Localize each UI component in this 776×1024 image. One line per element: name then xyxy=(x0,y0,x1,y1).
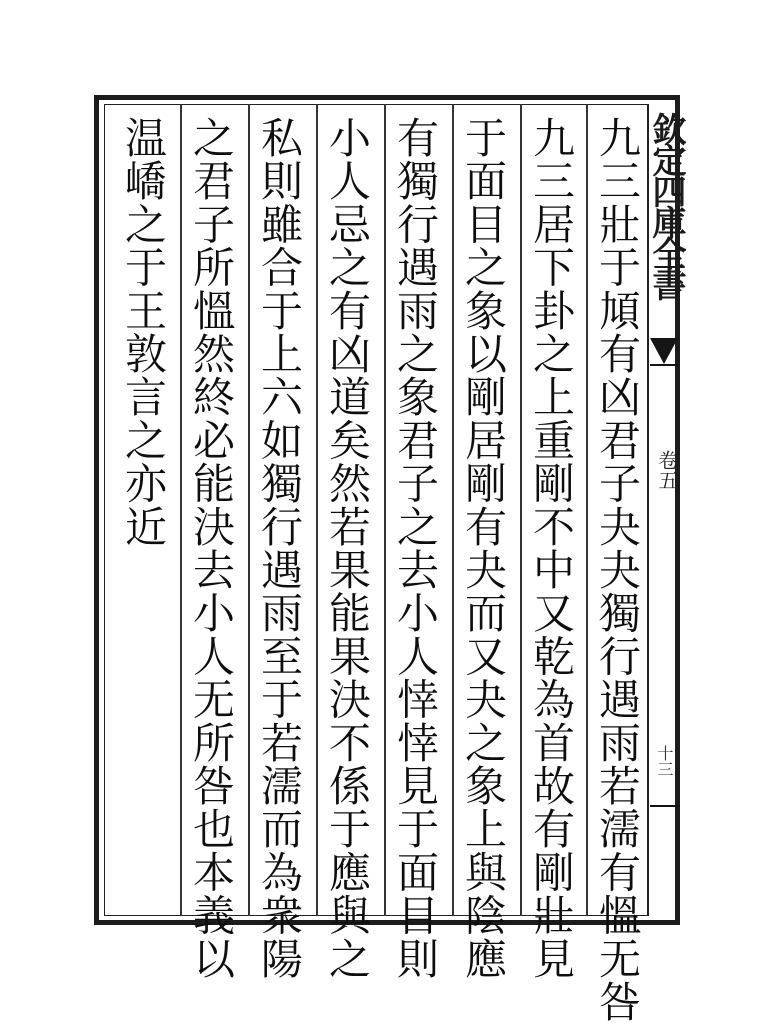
volume-label: 卷五 xyxy=(655,450,679,490)
text-column: 私則雖合于上六如獨行遇雨至于若濡而為衆陽 xyxy=(255,116,304,980)
text-column: 小人忌之有凶道矣然若果能果決不係于應與之 xyxy=(323,116,372,980)
column-divider xyxy=(586,104,588,916)
text-column: 于面目之象以剛居剛有夬而又夬之象上與陰應 xyxy=(459,116,508,980)
text-column: 温嶠之于王敦言之亦近 xyxy=(119,116,168,548)
text-column: 九三壯于頄有凶君子夬夬獨行遇雨若濡有慍无咎 xyxy=(593,116,642,1024)
leaf-number: 十三 xyxy=(655,745,674,777)
column-divider xyxy=(452,104,454,916)
book-title: 欽定四庫全書 xyxy=(646,112,686,298)
column-divider xyxy=(384,104,386,916)
fish-tail-mark xyxy=(650,338,678,364)
column-divider xyxy=(520,104,522,916)
fish-tail-line xyxy=(650,364,678,366)
text-column: 之君子所慍然終必能決去小人无所咎也本義以 xyxy=(187,116,236,980)
lower-fish-line xyxy=(650,805,678,807)
text-column: 九三居下卦之上重剛不中又乾為首故有剛壯見 xyxy=(527,116,576,980)
column-divider xyxy=(180,104,182,916)
column-divider xyxy=(316,104,318,916)
text-column: 有獨行遇雨之象君子之去小人悻悻見于面目則 xyxy=(391,116,440,980)
column-divider xyxy=(248,104,250,916)
